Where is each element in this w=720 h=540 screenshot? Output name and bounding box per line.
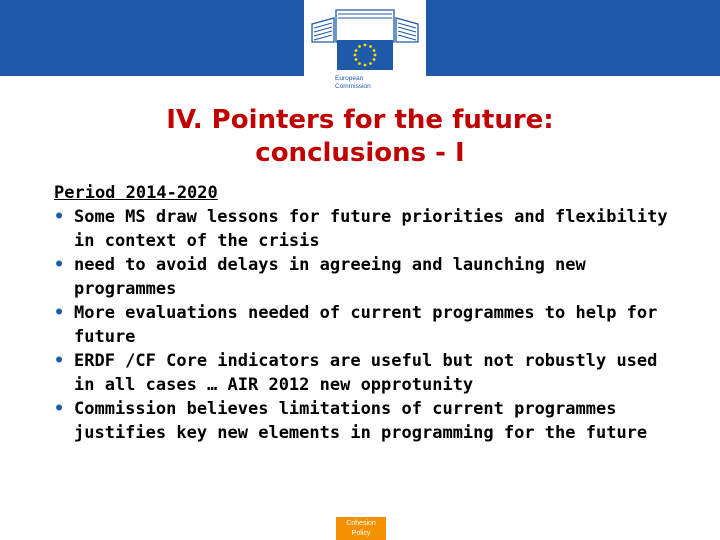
logo-line-1: European <box>335 75 364 82</box>
bullet-item <box>54 205 684 253</box>
bullet-icon: • <box>54 351 65 371</box>
title-line-1: IV. Pointers for the future: <box>166 105 554 135</box>
slide-title <box>0 104 720 170</box>
bullet-icon: • <box>54 303 65 323</box>
european-commission-logo <box>304 0 426 98</box>
bullet-icon: • <box>54 255 65 275</box>
bullet-icon: • <box>54 399 65 419</box>
bullet-text: More evaluations needed of current programmes to help for future <box>74 303 658 347</box>
period-heading: Period 2014-2020 <box>54 183 218 203</box>
bullet-icon: • <box>54 207 65 227</box>
bullet-item <box>54 301 684 349</box>
title-line-2: conclusions - I <box>255 138 465 168</box>
slide-body <box>54 181 684 445</box>
bullet-text: need to avoid delays in agreeing and launching new programmes <box>74 255 586 299</box>
badge-line-2: Policy <box>351 530 371 537</box>
badge-line-1: Cohesion <box>346 520 376 527</box>
bullet-text: Some MS draw lessons for future priorities and flexibility in context of the crisis <box>74 207 668 251</box>
bullet-item <box>54 397 684 445</box>
logo-caption <box>335 75 395 90</box>
bullet-item <box>54 253 684 301</box>
cohesion-policy-badge <box>336 517 386 540</box>
bullet-list <box>54 205 684 445</box>
bullet-item <box>54 349 684 397</box>
bullet-text: Commission believes limitations of current programmes justifies key new elements in programming for the future <box>74 399 648 443</box>
logo-line-2: Commission <box>335 82 371 90</box>
bullet-text: ERDF /CF Core indicators are useful but not robustly used in all cases … AIR 2012 new opprotunity <box>74 351 658 395</box>
